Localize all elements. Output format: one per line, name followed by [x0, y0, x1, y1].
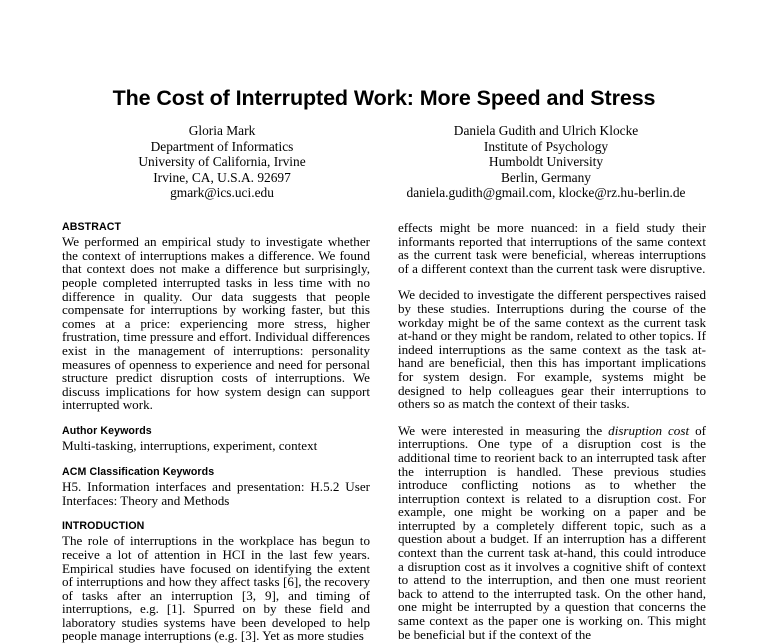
section-abstract — [62, 221, 370, 412]
right-paragraph-3 — [398, 424, 706, 642]
left-column — [62, 221, 370, 644]
paragraph-3-lead: We were interested in measuring the — [398, 422, 609, 438]
paragraph-3-rest: of interruptions. One type of a disruption cost is the additional time to reorient back to an interrupted task after the interruption is handled. These previous studies introduce conflicting notions as to whether the interruption context is related to a disruption cost. For example, one might be working on a paper and be interrupted by a completely different topic, such as a question about a budget. If an interruption has a different context than the current task at-hand, this could introduce a disruption cost as it involves a cognitive shift of context to attend to the interruption, and then one must reorient back to attend to the interrupted task. On the other hand, one might be interrupted by a question that concerns the same context as the paper one is working on. This might be beneficial but if the context of the — [398, 422, 706, 642]
right-paragraph-1: effects might be more nuanced: in a field study their informants reported that interruptions of the same context as the current task were beneficial, whereas interruptions of a different context than the current task were disruptive. — [398, 221, 706, 276]
author-block — [0, 123, 768, 201]
author-location: Irvine, CA, U.S.A. 92697 — [153, 169, 291, 185]
section-introduction — [62, 520, 370, 643]
author-institution: Humboldt University — [488, 154, 604, 170]
author-name: Gloria Mark — [188, 123, 256, 138]
right-paragraph-2: We decided to investigate the different perspectives raised by these studies. Interruptions during the course of the workday might be of the same context as the current task at-hand or they might be random, related to other topics. If indeed interruptions as the same context as the task at-hand are beneficial, then this has important implications for system design. For example, systems might be designed to help colleagues gear their interruptions to others so as match the context of their tasks. — [398, 287, 706, 412]
acm-keywords-text: H5. Information interfaces and presentation: H.5.2 User Interfaces: Theory and Methods — [62, 478, 370, 508]
author-keywords-text: Multi-tasking, interruptions, experiment, context — [62, 438, 318, 454]
disruption-cost-emphasis: disruption cost — [608, 422, 690, 438]
section-heading-abstract: ABSTRACT — [62, 221, 122, 233]
introduction-text: The role of interruptions in the workplace has begun to receive a lot of attention in HCI in the last few years. Empirical studies have focused on identifying the extent of interruptions and how they affect tasks [6], the recovery of tasks after an interruption [3, 9], and timing of interruptions, e.g. [1]. Spurred on by these field and laboratory studies systems have been developed to help people manage interruptions (e.g. [3]. Yet as more studies — [62, 533, 370, 644]
section-heading-author-keywords: Author Keywords — [62, 424, 152, 437]
page-title: The Cost of Interrupted Work: More Speed and Stress — [112, 86, 656, 110]
abstract-text: We performed an empirical study to investigate whether the context of interruptions makes a difference. We found that context does not make a difference but surprisingly, people completed interrupted tasks in less time with no difference in quality. Our data suggests that people compensate for interruptions by working faster, but this comes at a price: experiencing more stress, higher frustration, time pressure and effort. Individual differences exist in the management of interruptions: personality measures of openness to experience and need for personal structure predict disruption costs of interruptions. We discuss implications for how system design can support interrupted work. — [62, 234, 370, 413]
author-institution: University of California, Irvine — [138, 154, 306, 170]
author-email[interactable]: gmark@ics.uci.edu — [170, 185, 274, 201]
section-author-keywords — [62, 425, 370, 453]
author-department: Department of Informatics — [150, 138, 294, 154]
body-columns — [62, 221, 706, 644]
section-heading-introduction: INTRODUCTION — [62, 520, 145, 533]
right-column — [398, 221, 706, 644]
author-department: Institute of Psychology — [483, 138, 609, 154]
author-affiliation-left — [60, 123, 384, 201]
author-name: Daniela Gudith and Ulrich Klocke — [453, 123, 639, 138]
author-location: Berlin, Germany — [501, 169, 591, 185]
author-email[interactable]: daniela.gudith@gmail.com, klocke@rz.hu-berlin.de — [406, 185, 686, 201]
author-affiliation-right — [384, 123, 708, 201]
section-acm-keywords — [62, 466, 370, 507]
section-heading-acm-keywords: ACM Classification Keywords — [62, 465, 215, 478]
